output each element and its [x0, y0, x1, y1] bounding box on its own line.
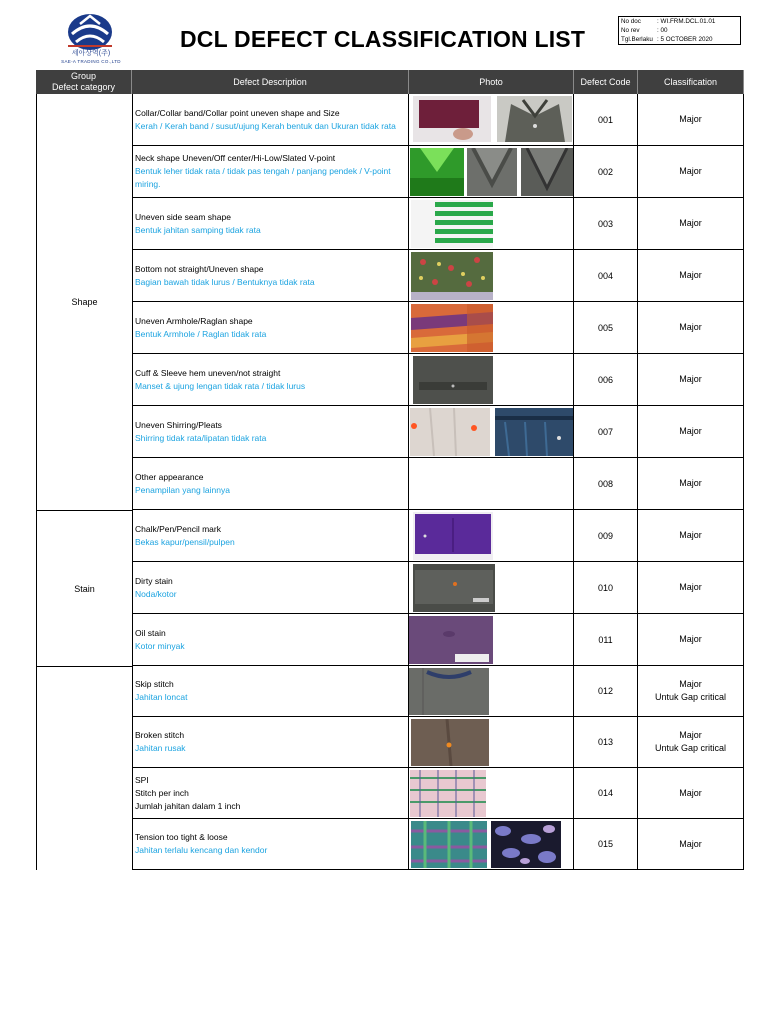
- row-classification: [638, 302, 744, 353]
- row-description: [132, 146, 409, 197]
- row-photo: [409, 94, 574, 145]
- row-photo: [409, 198, 574, 249]
- row-classification: [638, 94, 744, 145]
- row-photo: [409, 354, 574, 405]
- description-en: Oil stain: [135, 627, 166, 638]
- classification-value: Major: [679, 270, 702, 280]
- row-classification: [638, 562, 744, 613]
- description-id: Penampilan yang lainnya: [135, 484, 230, 495]
- description-id: Jahitan loncat: [135, 692, 188, 702]
- row-classification: [638, 666, 744, 716]
- description-en: Collar/Collar band/Collar point uneven shape and Size: [135, 107, 340, 118]
- description-en: Bottom not straight/Uneven shape: [135, 263, 264, 274]
- description-id: Jahitan rusak: [135, 743, 186, 753]
- row-photo: [409, 250, 574, 301]
- row-description: [132, 94, 409, 145]
- row-description: [132, 666, 409, 716]
- doc-revision-value: : 00: [657, 27, 668, 34]
- header-group: [36, 70, 132, 94]
- bottom-hem-photo: [411, 252, 493, 300]
- neck-photo-gray: [467, 148, 517, 196]
- row-photo: [409, 146, 574, 197]
- table-row: [132, 768, 744, 819]
- document-info-box: [618, 16, 741, 45]
- description-id: Bentuk Armhole / Raglan tidak rata: [135, 328, 267, 339]
- row-classification: [638, 354, 744, 405]
- row-photo: [409, 302, 574, 353]
- logo-subtext: SAE-A TRADING CO.,LTD: [61, 59, 121, 64]
- row-description: [132, 614, 409, 665]
- classification-note: Untuk Gap critical: [654, 692, 727, 702]
- row-code: 012: [574, 666, 638, 716]
- description-en: Other appearance: [135, 471, 204, 482]
- chalk-mark-photo: [413, 512, 493, 560]
- description-id: Bentuk jahitan samping tidak rata: [135, 224, 261, 235]
- row-description: [132, 562, 409, 613]
- row-description: [132, 302, 409, 353]
- row-code: 009: [574, 510, 638, 561]
- row-photo: [409, 666, 574, 716]
- description-id: Shirring tidak rata/lipatan tidak rata: [135, 432, 267, 443]
- row-classification: [638, 614, 744, 665]
- description-id: Kerah / Kerah band / susut/ujung Kerah bentuk dan Ukuran tidak rata: [135, 120, 396, 131]
- row-code: 003: [574, 198, 638, 249]
- row-description: [132, 819, 409, 869]
- classification-note: Untuk Gap critical: [654, 743, 727, 753]
- classification-value: Major: [679, 582, 702, 592]
- row-code: 013: [574, 717, 638, 767]
- doc-number-row: [621, 17, 738, 26]
- description-en: Uneven side seam shape: [135, 211, 231, 222]
- description-id: Manset & ujung lengan tidak rata / tidak lurus: [135, 380, 306, 391]
- row-classification: [638, 819, 744, 869]
- description-id: Noda/kotor: [135, 588, 177, 599]
- row-classification: [638, 146, 744, 197]
- group-cell-stitch: [36, 666, 132, 870]
- table-header: [36, 70, 744, 94]
- row-code: 014: [574, 768, 638, 818]
- table-row: [132, 819, 744, 870]
- table-row: [132, 717, 744, 768]
- row-code: 015: [574, 819, 638, 869]
- logo-text: 세아상역(주): [71, 50, 111, 57]
- row-classification: [638, 768, 744, 818]
- row-code: 006: [574, 354, 638, 405]
- description-en-line3: Jumlah jahitan dalam 1 inch: [135, 800, 241, 811]
- skip-stitch-photo: [409, 668, 489, 715]
- header-group-label: Group: [70, 71, 96, 81]
- row-description: [132, 717, 409, 767]
- shirring-photo: [410, 408, 490, 456]
- row-code: 010: [574, 562, 638, 613]
- row-code: 007: [574, 406, 638, 457]
- description-id: Bentuk leher tidak rata / tidak pas tengah / panjang pendek / V-point miring.: [135, 166, 391, 189]
- table-row: [132, 406, 744, 458]
- table-row: [132, 302, 744, 354]
- classification-value: Major: [679, 530, 702, 540]
- classification-value: Major: [679, 787, 702, 798]
- table-row: [132, 94, 744, 146]
- cuff-photo: [413, 356, 493, 404]
- table-row: [132, 510, 744, 562]
- row-code: 008: [574, 458, 638, 509]
- row-description: [132, 250, 409, 301]
- description-en: Uneven Shirring/Pleats: [135, 419, 222, 430]
- row-photo: [409, 768, 574, 818]
- row-classification: [638, 250, 744, 301]
- header-code: Defect Code: [574, 70, 638, 94]
- row-code: 011: [574, 614, 638, 665]
- classification-value: Major: [679, 218, 702, 228]
- classification-value: Major: [679, 322, 702, 332]
- row-photo: [409, 510, 574, 561]
- row-photo: [409, 819, 574, 869]
- classification-value: Major: [679, 478, 702, 488]
- description-en: Neck shape Uneven/Off center/Hi-Low/Slated V-point: [135, 153, 336, 163]
- classification-value: Major: [679, 679, 702, 689]
- row-classification: [638, 717, 744, 767]
- row-description: [132, 768, 409, 818]
- header-photo: Photo: [409, 70, 574, 94]
- table-row: [132, 562, 744, 614]
- row-description: [132, 354, 409, 405]
- classification-value: Major: [679, 634, 702, 644]
- group-cell-shape: Shape: [36, 94, 132, 510]
- classification-value: Major: [679, 730, 702, 740]
- description-en: Uneven Armhole/Raglan shape: [135, 315, 253, 326]
- armhole-photo: [411, 304, 493, 352]
- row-code: 004: [574, 250, 638, 301]
- spi-photo: [410, 770, 486, 817]
- header-description: Defect Description: [132, 70, 409, 94]
- description-en: Tension too tight & loose: [135, 832, 228, 842]
- doc-number-key: No doc: [621, 18, 641, 25]
- table-row: [132, 458, 744, 510]
- doc-date-value: : 5 OCTOBER 2020: [657, 36, 713, 43]
- description-en: Chalk/Pen/Pencil mark: [135, 523, 221, 534]
- classification-value: Major: [679, 374, 702, 384]
- tension-photo-camo: [491, 821, 561, 868]
- row-code: 001: [574, 94, 638, 145]
- header-classification: Classification: [638, 70, 744, 94]
- table-row: [132, 354, 744, 406]
- group-cell-stain: Stain: [36, 510, 132, 666]
- row-code: 002: [574, 146, 638, 197]
- broken-stitch-photo: [411, 719, 489, 766]
- description-en: Cuff & Sleeve hem uneven/not straight: [135, 367, 281, 378]
- description-en: SPI: [135, 774, 149, 785]
- classification-value: Major: [679, 838, 702, 849]
- shirring-photo-2: [495, 408, 573, 456]
- doc-revision-row: [621, 26, 738, 35]
- oil-stain-photo: [409, 616, 493, 664]
- collar-photo: [413, 96, 491, 142]
- row-code: 005: [574, 302, 638, 353]
- row-description: [132, 198, 409, 249]
- dirty-stain-photo: [413, 564, 495, 612]
- row-description: [132, 510, 409, 561]
- row-classification: [638, 510, 744, 561]
- description-en-line2: Stitch per inch: [135, 787, 189, 798]
- table-row: [132, 666, 744, 717]
- table-row: [132, 198, 744, 250]
- classification-value: Major: [679, 426, 702, 436]
- logo-caption: [46, 50, 136, 66]
- row-photo: [409, 458, 574, 509]
- row-description: [132, 458, 409, 509]
- row-classification: [638, 458, 744, 509]
- doc-revision-key: No rev: [621, 27, 640, 34]
- table-row: [132, 250, 744, 302]
- table-row: [132, 614, 744, 666]
- classification-value: Major: [679, 166, 702, 176]
- row-description: [132, 406, 409, 457]
- row-photo: [409, 562, 574, 613]
- doc-number-value: : WI.FRM.DCL.01.01: [657, 18, 716, 25]
- description-en: Broken stitch: [135, 730, 185, 740]
- description-id: Bekas kapur/pensil/pulpen: [135, 536, 235, 547]
- row-photo: [409, 406, 574, 457]
- row-classification: [638, 406, 744, 457]
- description-id: Kotor minyak: [135, 640, 185, 651]
- doc-date-row: [621, 35, 738, 44]
- description-en: Dirty stain: [135, 575, 173, 586]
- tension-photo-plaid: [411, 821, 487, 868]
- row-photo: [409, 614, 574, 665]
- neck-photo-green: [410, 148, 464, 196]
- description-id: Bagian bawah tidak lurus / Bentuknya tidak rata: [135, 276, 315, 287]
- neck-photo-dark: [521, 148, 573, 196]
- side-seam-photo: [411, 200, 493, 248]
- header-group-sublabel: Defect category: [51, 82, 116, 92]
- description-id: Jahitan terlalu kencang dan kendor: [135, 845, 268, 855]
- classification-value: Major: [679, 114, 702, 124]
- row-photo: [409, 717, 574, 767]
- collar-photo-2: [497, 96, 572, 142]
- row-classification: [638, 198, 744, 249]
- page-title: DCL DEFECT CLASSIFICATION LIST: [180, 26, 586, 52]
- table-row: [132, 146, 744, 198]
- description-en: Skip stitch: [135, 679, 174, 689]
- doc-date-key: Tgl.Berlaku: [621, 36, 653, 43]
